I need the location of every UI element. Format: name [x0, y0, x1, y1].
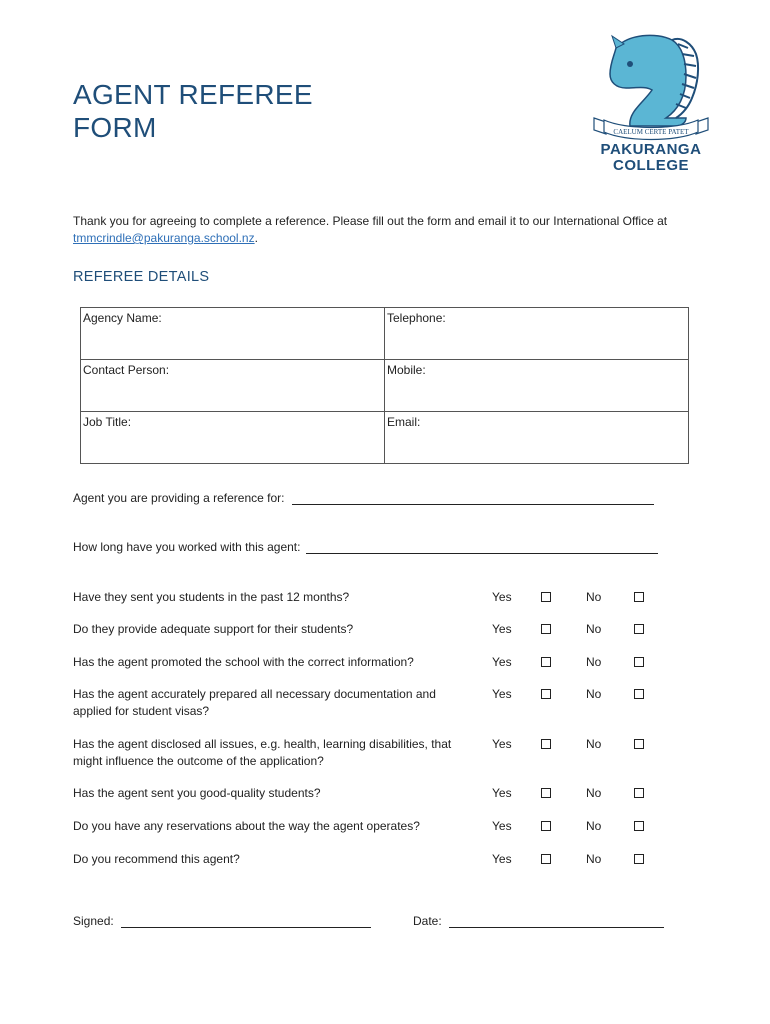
question-text: Has the agent accurately prepared all necessary documentation and applied for student visas? — [73, 687, 436, 718]
referee-details-table — [80, 307, 689, 464]
college-name-line1: PAKURANGA — [600, 141, 702, 158]
referee-details-heading: REFEREE DETAILS — [73, 269, 210, 285]
college-name-line2: COLLEGE — [612, 157, 689, 174]
question-text: Have they sent you students in the past 12 months? — [73, 590, 350, 604]
form-title-line2: FORM — [73, 112, 157, 143]
signed-label: Signed: — [73, 914, 114, 928]
intro-text-end: . — [254, 231, 258, 245]
agent-reference-question — [73, 491, 654, 505]
yes-label: Yes — [492, 590, 512, 604]
college-name — [586, 142, 716, 174]
worked-duration-label: How long have you worked with this agent: — [73, 540, 301, 554]
agency-name-field[interactable]: Agency Name: — [81, 308, 385, 360]
yes-checkbox[interactable] — [541, 788, 551, 798]
telephone-field[interactable]: Telephone: — [385, 308, 689, 360]
yes-label: Yes — [492, 786, 512, 800]
yes-checkbox[interactable] — [541, 854, 551, 864]
no-label: No — [586, 590, 602, 604]
question-text: Do they provide adequate support for their students? — [73, 622, 354, 636]
no-label: No — [586, 687, 602, 701]
no-checkbox[interactable] — [634, 821, 644, 831]
no-checkbox[interactable] — [634, 592, 644, 602]
yes-checkbox[interactable] — [541, 821, 551, 831]
signature-line — [73, 914, 371, 928]
agent-reference-input-line[interactable] — [292, 492, 654, 505]
yes-checkbox[interactable] — [541, 657, 551, 667]
intro-paragraph — [73, 213, 703, 247]
table-row — [81, 308, 689, 360]
logo-motto: CAELUM CERTE PATET — [613, 128, 689, 136]
no-label: No — [586, 786, 602, 800]
office-email-link[interactable]: tmmcrindle@pakuranga.school.nz — [73, 231, 255, 245]
no-label: No — [586, 622, 602, 636]
question-text: Do you have any reservations about the way the agent operates? — [73, 819, 420, 833]
table-row — [81, 412, 689, 464]
no-label: No — [586, 655, 602, 669]
yes-checkbox[interactable] — [541, 739, 551, 749]
mobile-field[interactable]: Mobile: — [385, 360, 689, 412]
date-label: Date: — [413, 914, 442, 928]
question-text: Do you recommend this agent? — [73, 852, 240, 866]
question-text: Has the agent sent you good-quality students? — [73, 786, 321, 800]
no-checkbox[interactable] — [634, 624, 644, 634]
horse-head-icon — [610, 35, 686, 126]
job-title-field[interactable]: Job Title: — [81, 412, 385, 464]
worked-duration-input-line[interactable] — [306, 541, 658, 554]
no-checkbox[interactable] — [634, 657, 644, 667]
question-text: Has the agent promoted the school with the correct information? — [73, 655, 414, 669]
yes-label: Yes — [492, 737, 512, 751]
no-label: No — [586, 819, 602, 833]
contact-person-field[interactable]: Contact Person: — [81, 360, 385, 412]
yes-label: Yes — [492, 655, 512, 669]
date-line — [413, 914, 664, 928]
yes-checkbox[interactable] — [541, 592, 551, 602]
worked-duration-question — [73, 540, 658, 554]
no-checkbox[interactable] — [634, 739, 644, 749]
no-label: No — [586, 737, 602, 751]
email-field[interactable]: Email: — [385, 412, 689, 464]
signature-input-line[interactable] — [121, 915, 371, 928]
intro-text: Thank you for agreeing to complete a reference. Please fill out the form and email it to our International Office at — [73, 214, 668, 228]
yes-checkbox[interactable] — [541, 689, 551, 699]
yes-label: Yes — [492, 687, 512, 701]
question-text: Has the agent disclosed all issues, e.g. health, learning disabilities, that might influence the outcome of the application? — [73, 737, 452, 768]
yes-checkbox[interactable] — [541, 624, 551, 634]
table-row — [81, 360, 689, 412]
no-checkbox[interactable] — [634, 854, 644, 864]
date-input-line[interactable] — [449, 915, 664, 928]
no-checkbox[interactable] — [634, 788, 644, 798]
yes-label: Yes — [492, 852, 512, 866]
yes-label: Yes — [492, 819, 512, 833]
form-title — [73, 78, 313, 144]
form-title-line1: AGENT REFEREE — [73, 79, 313, 110]
no-checkbox[interactable] — [634, 689, 644, 699]
agent-reference-label: Agent you are providing a reference for: — [73, 491, 285, 505]
yes-label: Yes — [492, 622, 512, 636]
no-label: No — [586, 852, 602, 866]
